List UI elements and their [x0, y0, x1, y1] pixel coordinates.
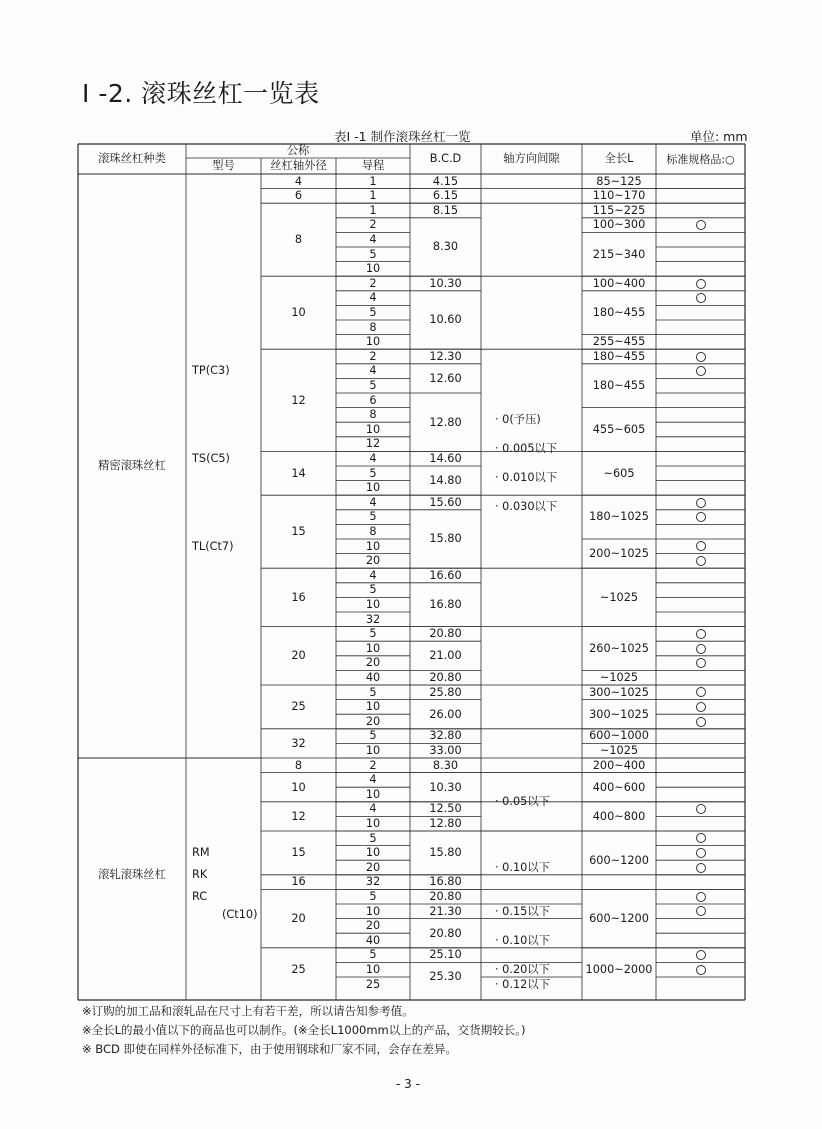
header-shaft-od: 丝杠轴外径 [270, 159, 327, 173]
lead-cell: 10 [365, 539, 381, 553]
bcd-cell: 25.10 [429, 948, 462, 962]
bcd-cell: 6.15 [432, 189, 459, 203]
shaft-diameter-cell: 4 [294, 174, 303, 188]
model-tl: TL(Ct7) [192, 539, 234, 553]
shaft-diameter-cell: 12 [291, 809, 306, 823]
bcd-cell: 20.80 [429, 890, 462, 904]
model-rk: RK [192, 868, 208, 882]
length-cell: 180~455 [592, 379, 646, 393]
length-cell: ~1025 [599, 671, 639, 685]
lead-cell: 5 [369, 685, 377, 699]
lead-cell: 8 [369, 525, 377, 539]
standard-circle-icon [696, 804, 706, 814]
lead-cell: 10 [365, 817, 381, 831]
bcd-cell: 25.30 [429, 970, 462, 984]
header-bcd: B.C.D [429, 152, 462, 166]
lead-cell: 5 [369, 466, 377, 480]
model-ct10: (Ct10) [222, 907, 258, 921]
lead-cell: 2 [369, 758, 377, 772]
standard-circle-icon [696, 906, 706, 916]
footnote: ※ BCD 即使在同样外径标准下，由于使用钢球和厂家不同，会存在差异。 [82, 1042, 458, 1056]
standard-circle-icon [696, 702, 706, 712]
axial-play-rolled: · 0.15以下 [495, 904, 550, 918]
header-model: 型号 [212, 159, 235, 173]
standard-circle-icon [696, 541, 706, 551]
lead-cell: 10 [365, 744, 381, 758]
standard-circle-icon [696, 687, 706, 697]
bcd-cell: 10.30 [429, 276, 462, 290]
lead-cell: 4 [369, 495, 377, 509]
bcd-cell: 15.60 [429, 495, 462, 509]
length-cell: 400~800 [592, 809, 646, 823]
header-length: 全长L [604, 152, 634, 166]
lead-cell: 10 [365, 904, 381, 918]
shaft-diameter-cell: 8 [294, 758, 303, 772]
bcd-cell: 12.50 [429, 802, 462, 816]
header-nominal: 公称 [286, 144, 310, 158]
length-cell: 100~400 [592, 276, 646, 290]
standard-circle-icon [696, 556, 706, 566]
lead-cell: 5 [369, 583, 377, 597]
axial-play-precision: · 0.010以下 [495, 471, 558, 485]
lead-cell: 8 [369, 320, 377, 334]
standard-circle-icon [696, 498, 706, 508]
footnote: ※订购的加工品和滚轧品在尺寸上有若干差，所以请告知参考值。 [82, 1004, 414, 1018]
lead-cell: 10 [365, 262, 381, 276]
lead-cell: 10 [365, 700, 381, 714]
category-rolled: 滚轧滚珠丝杠 [98, 868, 166, 882]
length-cell: 180~1025 [589, 510, 649, 524]
shaft-diameter-cell: 15 [291, 525, 306, 539]
length-cell: ~1025 [599, 590, 639, 604]
length-cell: 260~1025 [589, 641, 649, 655]
model-ts: TS(C5) [192, 452, 230, 466]
lead-cell: 5 [369, 890, 377, 904]
footnotes [82, 1002, 525, 1059]
bcd-cell: 10.60 [429, 313, 462, 327]
standard-circle-icon [696, 833, 706, 843]
standard-circle-icon [696, 366, 706, 376]
standard-circle-icon [696, 717, 706, 727]
shaft-diameter-cell: 10 [291, 306, 306, 320]
lead-cell: 40 [365, 671, 381, 685]
axial-play-rolled: · 0.12以下 [495, 977, 550, 991]
length-cell: 200~400 [592, 758, 646, 772]
length-cell: 200~1025 [589, 546, 649, 560]
lead-cell: 20 [365, 656, 381, 670]
length-cell: 115~225 [592, 203, 646, 217]
unit-label: 单位: mm [690, 129, 748, 144]
lead-cell: 4 [369, 568, 377, 582]
bcd-cell: 25.80 [429, 685, 462, 699]
length-cell: ~605 [603, 466, 635, 480]
bcd-cell: 12.30 [429, 349, 462, 363]
page-heading: Ⅰ -2. 滚珠丝杠一览表 [82, 79, 320, 108]
standard-circle-icon [696, 950, 706, 960]
lead-cell: 32 [365, 612, 381, 626]
bcd-cell: 12.60 [429, 371, 462, 385]
header-standard: 标准规格品:○ [666, 152, 735, 166]
lead-cell: 20 [365, 554, 381, 568]
lead-cell: 20 [365, 714, 381, 728]
standard-circle-icon [696, 293, 706, 303]
bcd-cell: 21.00 [429, 649, 462, 663]
bcd-cell: 14.60 [429, 452, 462, 466]
lead-cell: 10 [365, 422, 381, 436]
lead-cell: 5 [369, 831, 377, 845]
lead-cell: 5 [369, 247, 377, 261]
page-number: - 3 - [396, 1077, 420, 1091]
lead-cell: 1 [369, 189, 377, 203]
lead-cell: 2 [369, 276, 377, 290]
lead-cell: 5 [369, 306, 377, 320]
model-rm: RM [192, 846, 210, 860]
lead-cell: 5 [369, 627, 377, 641]
axial-play-precision: · 0.030以下 [495, 500, 558, 514]
bcd-cell: 12.80 [429, 415, 462, 429]
bcd-cell: 12.80 [429, 817, 462, 831]
standard-circle-icon [696, 848, 706, 858]
standard-circle-icon [696, 892, 706, 902]
lead-cell: 10 [365, 963, 381, 977]
length-cell: 600~1200 [589, 853, 649, 867]
standard-circle-icon [696, 863, 706, 873]
axial-play-rolled: · 0.20以下 [495, 963, 550, 977]
lead-cell: 40 [365, 933, 381, 947]
standard-circle-icon [696, 965, 706, 975]
lead-cell: 10 [365, 335, 381, 349]
shaft-diameter-cell: 14 [291, 466, 306, 480]
bcd-cell: 26.00 [429, 707, 462, 721]
shaft-diameter-cell: 25 [291, 963, 306, 977]
lead-cell: 6 [369, 393, 377, 407]
model-tp: TP(C3) [192, 364, 230, 378]
length-cell: ~1025 [599, 744, 639, 758]
standard-circle-icon [696, 629, 706, 639]
length-cell: 600~1200 [589, 911, 649, 925]
header-axial-play: 轴方向间隙 [503, 152, 560, 166]
lead-cell: 5 [369, 510, 377, 524]
lead-cell: 4 [369, 773, 377, 787]
length-cell: 215~340 [592, 247, 646, 261]
axial-play-precision: · 0.005以下 [495, 441, 558, 455]
shaft-diameter-cell: 16 [291, 590, 306, 604]
lead-cell: 1 [369, 174, 377, 188]
shaft-diameter-cell: 6 [294, 189, 303, 203]
bcd-cell: 20.80 [429, 627, 462, 641]
bcd-cell: 32.80 [429, 729, 462, 743]
bcd-cell: 15.80 [429, 846, 462, 860]
category-precision: 精密滚珠丝杠 [98, 459, 166, 473]
shaft-diameter-cell: 25 [291, 700, 306, 714]
length-cell: 1000~2000 [585, 963, 653, 977]
bcd-cell: 8.30 [432, 758, 459, 772]
shaft-diameter-cell: 15 [291, 846, 306, 860]
lead-cell: 4 [369, 364, 377, 378]
lead-cell: 1 [369, 203, 377, 217]
lead-cell: 10 [365, 641, 381, 655]
bcd-cell: 21.30 [429, 904, 462, 918]
lead-cell: 10 [365, 846, 381, 860]
bcd-cell: 20.80 [429, 671, 462, 685]
bcd-cell: 16.80 [429, 598, 462, 612]
standard-circle-icon [696, 658, 706, 668]
shaft-diameter-cell: 10 [291, 780, 306, 794]
length-cell: 180~455 [592, 349, 646, 363]
lead-cell: 20 [365, 860, 381, 874]
length-cell: 110~170 [592, 189, 646, 203]
lead-cell: 20 [365, 919, 381, 933]
bcd-cell: 16.60 [429, 568, 462, 582]
lead-cell: 2 [369, 218, 377, 232]
standard-circle-icon [696, 512, 706, 522]
bcd-cell: 8.30 [432, 240, 459, 254]
bcd-cell: 8.15 [432, 203, 459, 217]
lead-cell: 32 [365, 875, 381, 889]
axial-play-precision: · 0(予压) [495, 412, 541, 426]
lead-cell: 10 [365, 481, 381, 495]
shaft-diameter-cell: 8 [294, 233, 303, 247]
lead-cell: 25 [365, 977, 381, 991]
lead-cell: 2 [369, 349, 377, 363]
shaft-diameter-cell: 32 [291, 736, 306, 750]
length-cell: 255~455 [592, 335, 646, 349]
length-cell: 100~300 [592, 218, 646, 232]
lead-cell: 4 [369, 291, 377, 305]
bcd-cell: 14.80 [429, 473, 462, 487]
lead-cell: 4 [369, 452, 377, 466]
bcd-cell: 4.15 [432, 174, 459, 188]
shaft-diameter-cell: 16 [291, 875, 306, 889]
standard-circle-icon [696, 279, 706, 289]
length-cell: 300~1025 [589, 707, 649, 721]
standard-circle-icon [696, 352, 706, 362]
length-cell: 455~605 [592, 422, 646, 436]
axial-play-rolled: · 0.10以下 [495, 933, 550, 947]
header-kind: 滚珠丝杠种类 [98, 152, 166, 166]
shaft-diameter-cell: 20 [291, 649, 306, 663]
shaft-diameter-cell: 12 [291, 393, 306, 407]
bcd-cell: 10.30 [429, 780, 462, 794]
standard-circle-icon [696, 644, 706, 654]
lead-cell: 5 [369, 948, 377, 962]
standard-circle-icon [696, 220, 706, 230]
length-cell: 180~455 [592, 306, 646, 320]
lead-cell: 10 [365, 787, 381, 801]
length-cell: 300~1025 [589, 685, 649, 699]
header-lead: 导程 [361, 159, 385, 173]
length-cell: 85~125 [596, 174, 642, 188]
bcd-cell: 20.80 [429, 926, 462, 940]
bcd-cell: 33.00 [429, 744, 462, 758]
table-caption: 表Ⅰ -1 制作滚珠丝杠一览 [334, 129, 471, 144]
length-cell: 400~600 [592, 780, 646, 794]
model-rc: RC [192, 890, 208, 904]
lead-cell: 4 [369, 233, 377, 247]
lead-cell: 12 [365, 437, 381, 451]
footnote: ※全长L的最小值以下的商品也可以制作。(※全长L1000mm以上的产品，交货期较长。) [82, 1023, 526, 1037]
length-cell: 600~1000 [589, 729, 649, 743]
lead-cell: 8 [369, 408, 377, 422]
lead-cell: 5 [369, 729, 377, 743]
shaft-diameter-cell: 20 [291, 911, 306, 925]
bcd-cell: 15.80 [429, 532, 462, 546]
axial-play-rolled: · 0.05以下 [495, 795, 550, 809]
lead-cell: 10 [365, 598, 381, 612]
lead-cell: 4 [369, 802, 377, 816]
axial-play-rolled: · 0.10以下 [495, 860, 550, 874]
lead-cell: 5 [369, 379, 377, 393]
bcd-cell: 16.80 [429, 875, 462, 889]
